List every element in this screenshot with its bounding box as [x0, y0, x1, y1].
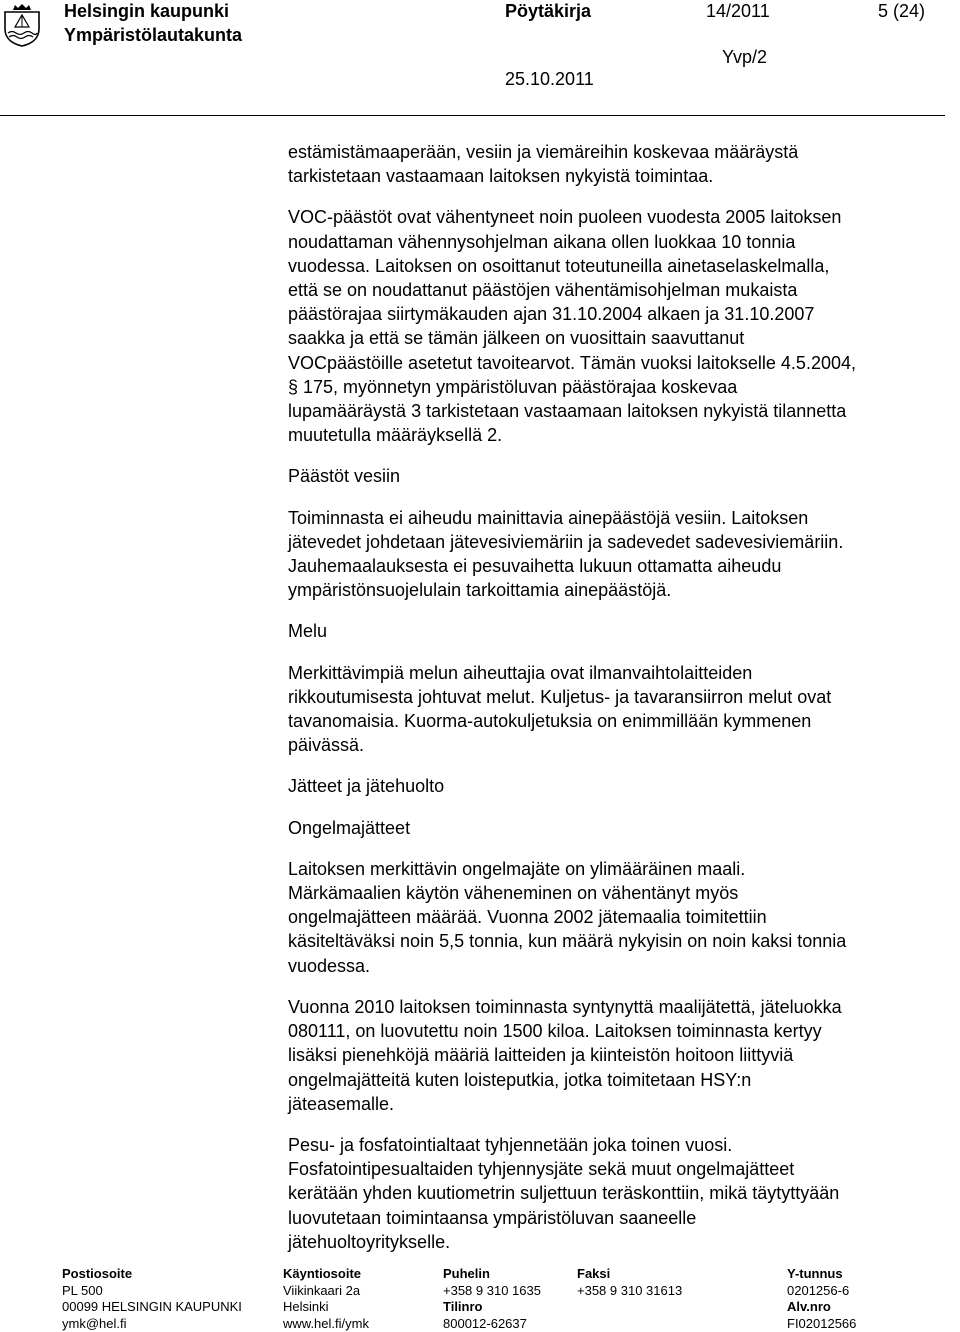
paragraph-ongelmajate: Laitoksen merkittävin ongelmajäte on ylimääräinen maali. Märkämaalien käytön väheneminen on vähentänyt myös ongelmajätteen määrää. Vuonna 2002 jätemaalia toimitettiin käsiteltäväksi noin 5,5 tonnia, kun määrä nykyisin on noin kaksi tonnia vuodessa.: [288, 858, 847, 976]
footer-value: PL 500: [62, 1282, 103, 1298]
footer-value: 0201256-6: [787, 1282, 850, 1298]
footer-postal-address: [62, 1266, 242, 1332]
footer-heading: Käyntiosoite: [283, 1266, 362, 1281]
footer-visiting-address: [283, 1266, 369, 1332]
footer-heading: Puhelin: [443, 1266, 490, 1281]
footer-value: Viikinkaari 2a: [283, 1282, 361, 1298]
footer-heading: Postiosoite: [62, 1266, 133, 1281]
paragraph-pesualtaat: Pesu- ja fosfatointialtaat tyhjennetään joka toinen vuosi. Fosfatointipesualtaiden tyhjennysjäte sekä muut ongelmajätteet kerätään yhden kuutiometrin suljettuun teräskonttiin, mikä täytyttyään luovutetaan toimintaansa ympäristöluvan saaneelle jätehuoltoyritykselle.: [288, 1134, 840, 1252]
footer-value: FI02012566: [787, 1315, 857, 1331]
footer-website-link[interactable]: www.hel.fi/ymk: [283, 1315, 369, 1331]
footer-heading: Tilinro: [443, 1299, 483, 1314]
footer-value: Helsinki: [283, 1299, 329, 1314]
header-doc-number: 14/2011: [706, 1, 770, 21]
page-footer: [0, 1266, 960, 1332]
footer-value: 800012-62637: [443, 1315, 527, 1331]
paragraph-intro: estämistämaaperään, vesiin ja viemäreihin koskevaa määräystä tarkistetaan vastaamaan laitoksen nykyistä toimintaa.: [288, 142, 799, 187]
footer-value: +358 9 310 31613: [577, 1282, 683, 1298]
footer-email-link[interactable]: ymk@hel.fi: [62, 1315, 127, 1331]
helsinki-crest-logo: [3, 3, 41, 47]
footer-fax: [577, 1266, 682, 1299]
footer-heading: Y-tunnus: [787, 1266, 843, 1281]
heading-ongelmajatteet: Ongelmajätteet: [288, 817, 411, 838]
footer-business-id: [787, 1266, 856, 1332]
heading-jatteet: Jätteet ja jätehuolto: [288, 776, 445, 797]
paragraph-melu: Merkittävimpiä melun aiheuttajia ovat ilmanvaihtolaitteiden rikkoutumisesta johtuvat melut. Kuljetus- ja tavaransiirron melut ovat tavanomaisia. Kuorma-autokuljetuksia on enimmillään kymmenen päivässä.: [288, 662, 832, 756]
paragraph-voc: VOC-päästöt ovat vähentyneet noin puoleen vuodesta 2005 laitoksen noudattaman vähennysohjelman aikana ollen luokkaa 10 tonnia vuodessa. Laitoksen on osoittanut toteutuneilla ainetaselaskelmalla, että se on noudattanut päästöjen vähentämisohjelman mukaista päästörajaa siirtymäkauden ajan 31.10.2004 alkaen ja 31.10.2007 saakka ja että se tämän jälkeen on vuosittain saavuttanut VOCpäästöille asetetut tavoitearvot. Tämän vuoksi laitokselle 4.5.2004, § 175, myönnetyn ympäristöluvan päästörajaa koskevaa lupamääräystä 3 tarkistetaan vastaamaan laitoksen nykyistä tilannetta muutetulla määräyksellä 2.: [288, 207, 856, 446]
footer-value: +358 9 310 1635: [443, 1282, 541, 1298]
header-doc-type: Pöytäkirja: [505, 1, 592, 21]
paragraph-vesiin: Toiminnasta ei aiheudu mainittavia ainepäästöjä vesiin. Laitoksen jätevedet johdetaan jätevesiviemäriin ja sadevedet sadevesiviemäriin. Jauhemaalauksesta ei pesuvaihetta lukuun ottamatta aiheudu ympäristönsuojelulain tarkoittamia ainepäästöjä.: [288, 507, 844, 601]
header-page: 5 (24): [878, 1, 926, 21]
heading-paastot-vesiin: Päästöt vesiin: [288, 466, 401, 487]
document-body: [288, 140, 948, 1254]
heading-melu: Melu: [288, 621, 328, 642]
header-divider: [0, 115, 945, 116]
footer-heading: Alv.nro: [787, 1299, 831, 1314]
footer-phone: [443, 1266, 541, 1332]
header-city: Helsingin kaupunki: [64, 1, 230, 21]
header-section: Yvp/2: [722, 47, 768, 67]
header-committee: Ympäristölautakunta: [64, 25, 243, 45]
footer-value: 00099 HELSINGIN KAUPUNKI: [62, 1299, 242, 1314]
header-date: 25.10.2011: [505, 69, 594, 89]
footer-heading: Faksi: [577, 1266, 611, 1281]
paragraph-maalijate: Vuonna 2010 laitoksen toiminnasta syntynyttä maalijätettä, jäteluokka 080111, on luovutettu noin 1500 kiloa. Laitoksen toiminnasta kertyy lisäksi pienehköjä määriä laitteiden ja kiinteistön hoitoon liittyviä ongelmajätteitä kuten loisteputkia, jotka toimitetaan HSY:n jäteasemalle.: [288, 996, 842, 1114]
